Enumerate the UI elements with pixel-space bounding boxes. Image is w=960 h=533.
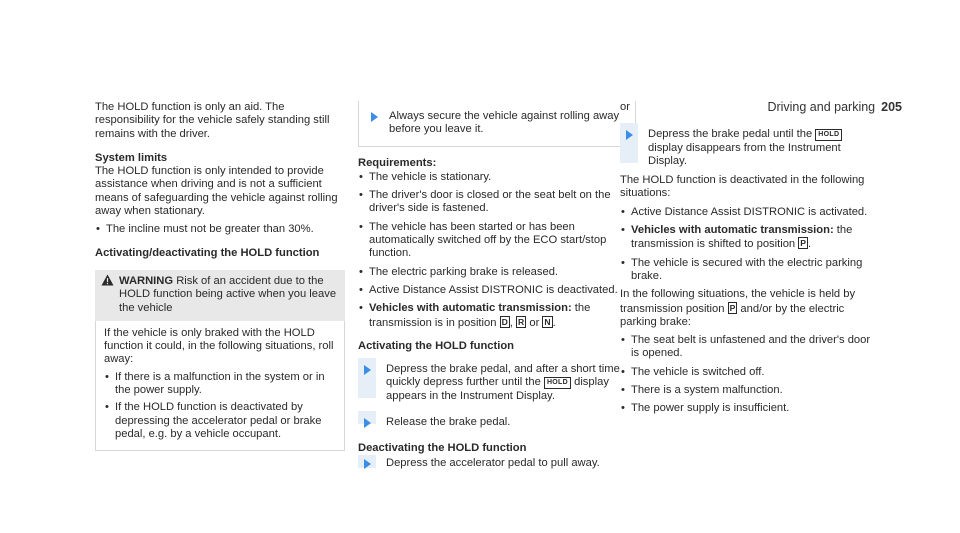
deactivated-list bbox=[620, 206, 880, 283]
following-text-b: and/or by the electric parking brake: bbox=[620, 302, 845, 328]
hold-icon: HOLD bbox=[544, 377, 571, 389]
list-item: • The seat belt is unfastened and the driver's door is opened. bbox=[620, 334, 880, 361]
column-right bbox=[620, 101, 880, 416]
vehicles-label: Vehicles with automatic transmission: bbox=[369, 302, 572, 315]
step-arrow-icon bbox=[371, 112, 378, 122]
list-item: • There is a system malfunction. bbox=[620, 384, 880, 397]
step-text-end: display appears in the Instrument Display. bbox=[386, 376, 609, 402]
warning-headline: Risk of an accident due to the HOLD function being active when you leave the vehicle bbox=[119, 274, 337, 314]
step-depress-accelerator bbox=[358, 457, 623, 470]
gear-key-n: N bbox=[544, 316, 551, 327]
list-item: • Active Distance Assist DISTRONIC is deactivated. bbox=[358, 284, 623, 297]
period: . bbox=[552, 316, 556, 329]
step-text: Release the brake pedal. bbox=[386, 416, 511, 429]
section-heading: Activating/deactivating the HOLD function bbox=[95, 246, 320, 259]
gear-key-r: R bbox=[518, 316, 525, 327]
vehicles-label: Vehicles with automatic transmission: bbox=[631, 224, 834, 237]
step-depress-brake bbox=[358, 363, 623, 403]
step-release-brake bbox=[358, 416, 623, 429]
limits-list bbox=[95, 223, 345, 236]
list-item: • The driver's door is closed or the seat belt on the driver's side is fastened. bbox=[358, 189, 623, 216]
warning-label: WARNING bbox=[119, 274, 174, 287]
list-item: • The vehicle is stationary. bbox=[358, 171, 623, 184]
deactivated-text: The HOLD function is deactivated in the following situations: bbox=[620, 174, 865, 200]
activating-heading: Activating the HOLD function bbox=[358, 339, 514, 352]
hold-icon: HOLD bbox=[815, 129, 842, 141]
list-item bbox=[358, 302, 623, 330]
or-text: or bbox=[620, 101, 630, 113]
gear-key-p: P bbox=[800, 238, 807, 249]
step-arrow-icon bbox=[364, 365, 371, 375]
period: . bbox=[808, 238, 812, 251]
column-left bbox=[95, 101, 345, 451]
vehicles-text: the transmission is in position bbox=[369, 302, 591, 329]
list-item: • If there is a malfunction in the system or in the power supply. bbox=[104, 371, 336, 398]
step-arrow-icon bbox=[626, 130, 633, 140]
vehicles-text: the transmission is shifted to position bbox=[631, 224, 853, 251]
page-number: 205 bbox=[881, 100, 902, 114]
list-item: • The vehicle is switched off. bbox=[620, 366, 880, 379]
list-item: • The power supply is insufficient. bbox=[620, 402, 880, 415]
system-limits-heading: System limits bbox=[95, 151, 168, 164]
step-text-end: display disappears from the Instrument Display. bbox=[648, 141, 841, 167]
intro-text: The HOLD function is only an aid. The responsibility for the vehicle safely standing still remains with the driver. bbox=[95, 101, 330, 140]
step-text: Depress the accelerator pedal to pull away. bbox=[386, 456, 600, 469]
warning-header bbox=[95, 270, 345, 321]
system-limits-text: The HOLD function is only intended to provide assistance when driving and is not a sufficient means of safeguarding the vehicle against rolling away when stationary. bbox=[95, 165, 338, 218]
following-text bbox=[620, 288, 880, 329]
requirements-heading: Requirements: bbox=[358, 156, 437, 169]
step-highlight bbox=[358, 358, 376, 398]
list-item: • The vehicle is secured with the electric parking brake. bbox=[620, 257, 880, 284]
warning-text: If the vehicle is only braked with the HOLD function it could, in the following situations, roll away: bbox=[104, 326, 334, 366]
warning-triangle-icon bbox=[101, 274, 114, 286]
gear-key-d: D bbox=[501, 316, 508, 327]
warning-box bbox=[95, 270, 345, 451]
list-item bbox=[620, 224, 880, 252]
header-title: Driving and parking bbox=[767, 100, 876, 114]
step-highlight bbox=[620, 123, 638, 163]
separator: , bbox=[509, 316, 517, 329]
separator-or: or bbox=[526, 316, 543, 329]
step-text: Depress the brake pedal until the bbox=[648, 128, 816, 141]
step-text: Depress the brake pedal, and after a short time quickly depress further until the bbox=[386, 363, 620, 389]
warning-list bbox=[104, 371, 336, 441]
requirements-list bbox=[358, 171, 623, 330]
column-middle bbox=[358, 101, 623, 483]
deactivating-heading: Deactivating the HOLD function bbox=[358, 442, 527, 455]
list-item: • The electric parking brake is released. bbox=[358, 266, 623, 279]
list-item: • The vehicle has been started or has been automatically switched off by the ECO start/stop function. bbox=[358, 221, 623, 261]
step-arrow-icon bbox=[364, 418, 371, 428]
note-text: Always secure the vehicle against rolling away before you leave it. bbox=[389, 110, 620, 136]
held-list bbox=[620, 334, 880, 415]
warning-body bbox=[95, 321, 345, 451]
list-item: • If the HOLD function is deactivated by depressing the accelerator pedal or brake pedal, e.g. by a vehicle occupant. bbox=[104, 401, 336, 441]
following-text-a: In the following situations, the vehicle is held by transmission position bbox=[620, 288, 856, 315]
gear-key-p: P bbox=[729, 302, 736, 313]
note-box bbox=[358, 101, 636, 147]
list-item: • Active Distance Assist DISTRONIC is activated. bbox=[620, 206, 880, 219]
step-arrow-icon bbox=[364, 459, 371, 469]
step-depress-brake-until bbox=[620, 128, 880, 168]
list-item: • The incline must not be greater than 30%. bbox=[95, 223, 345, 236]
